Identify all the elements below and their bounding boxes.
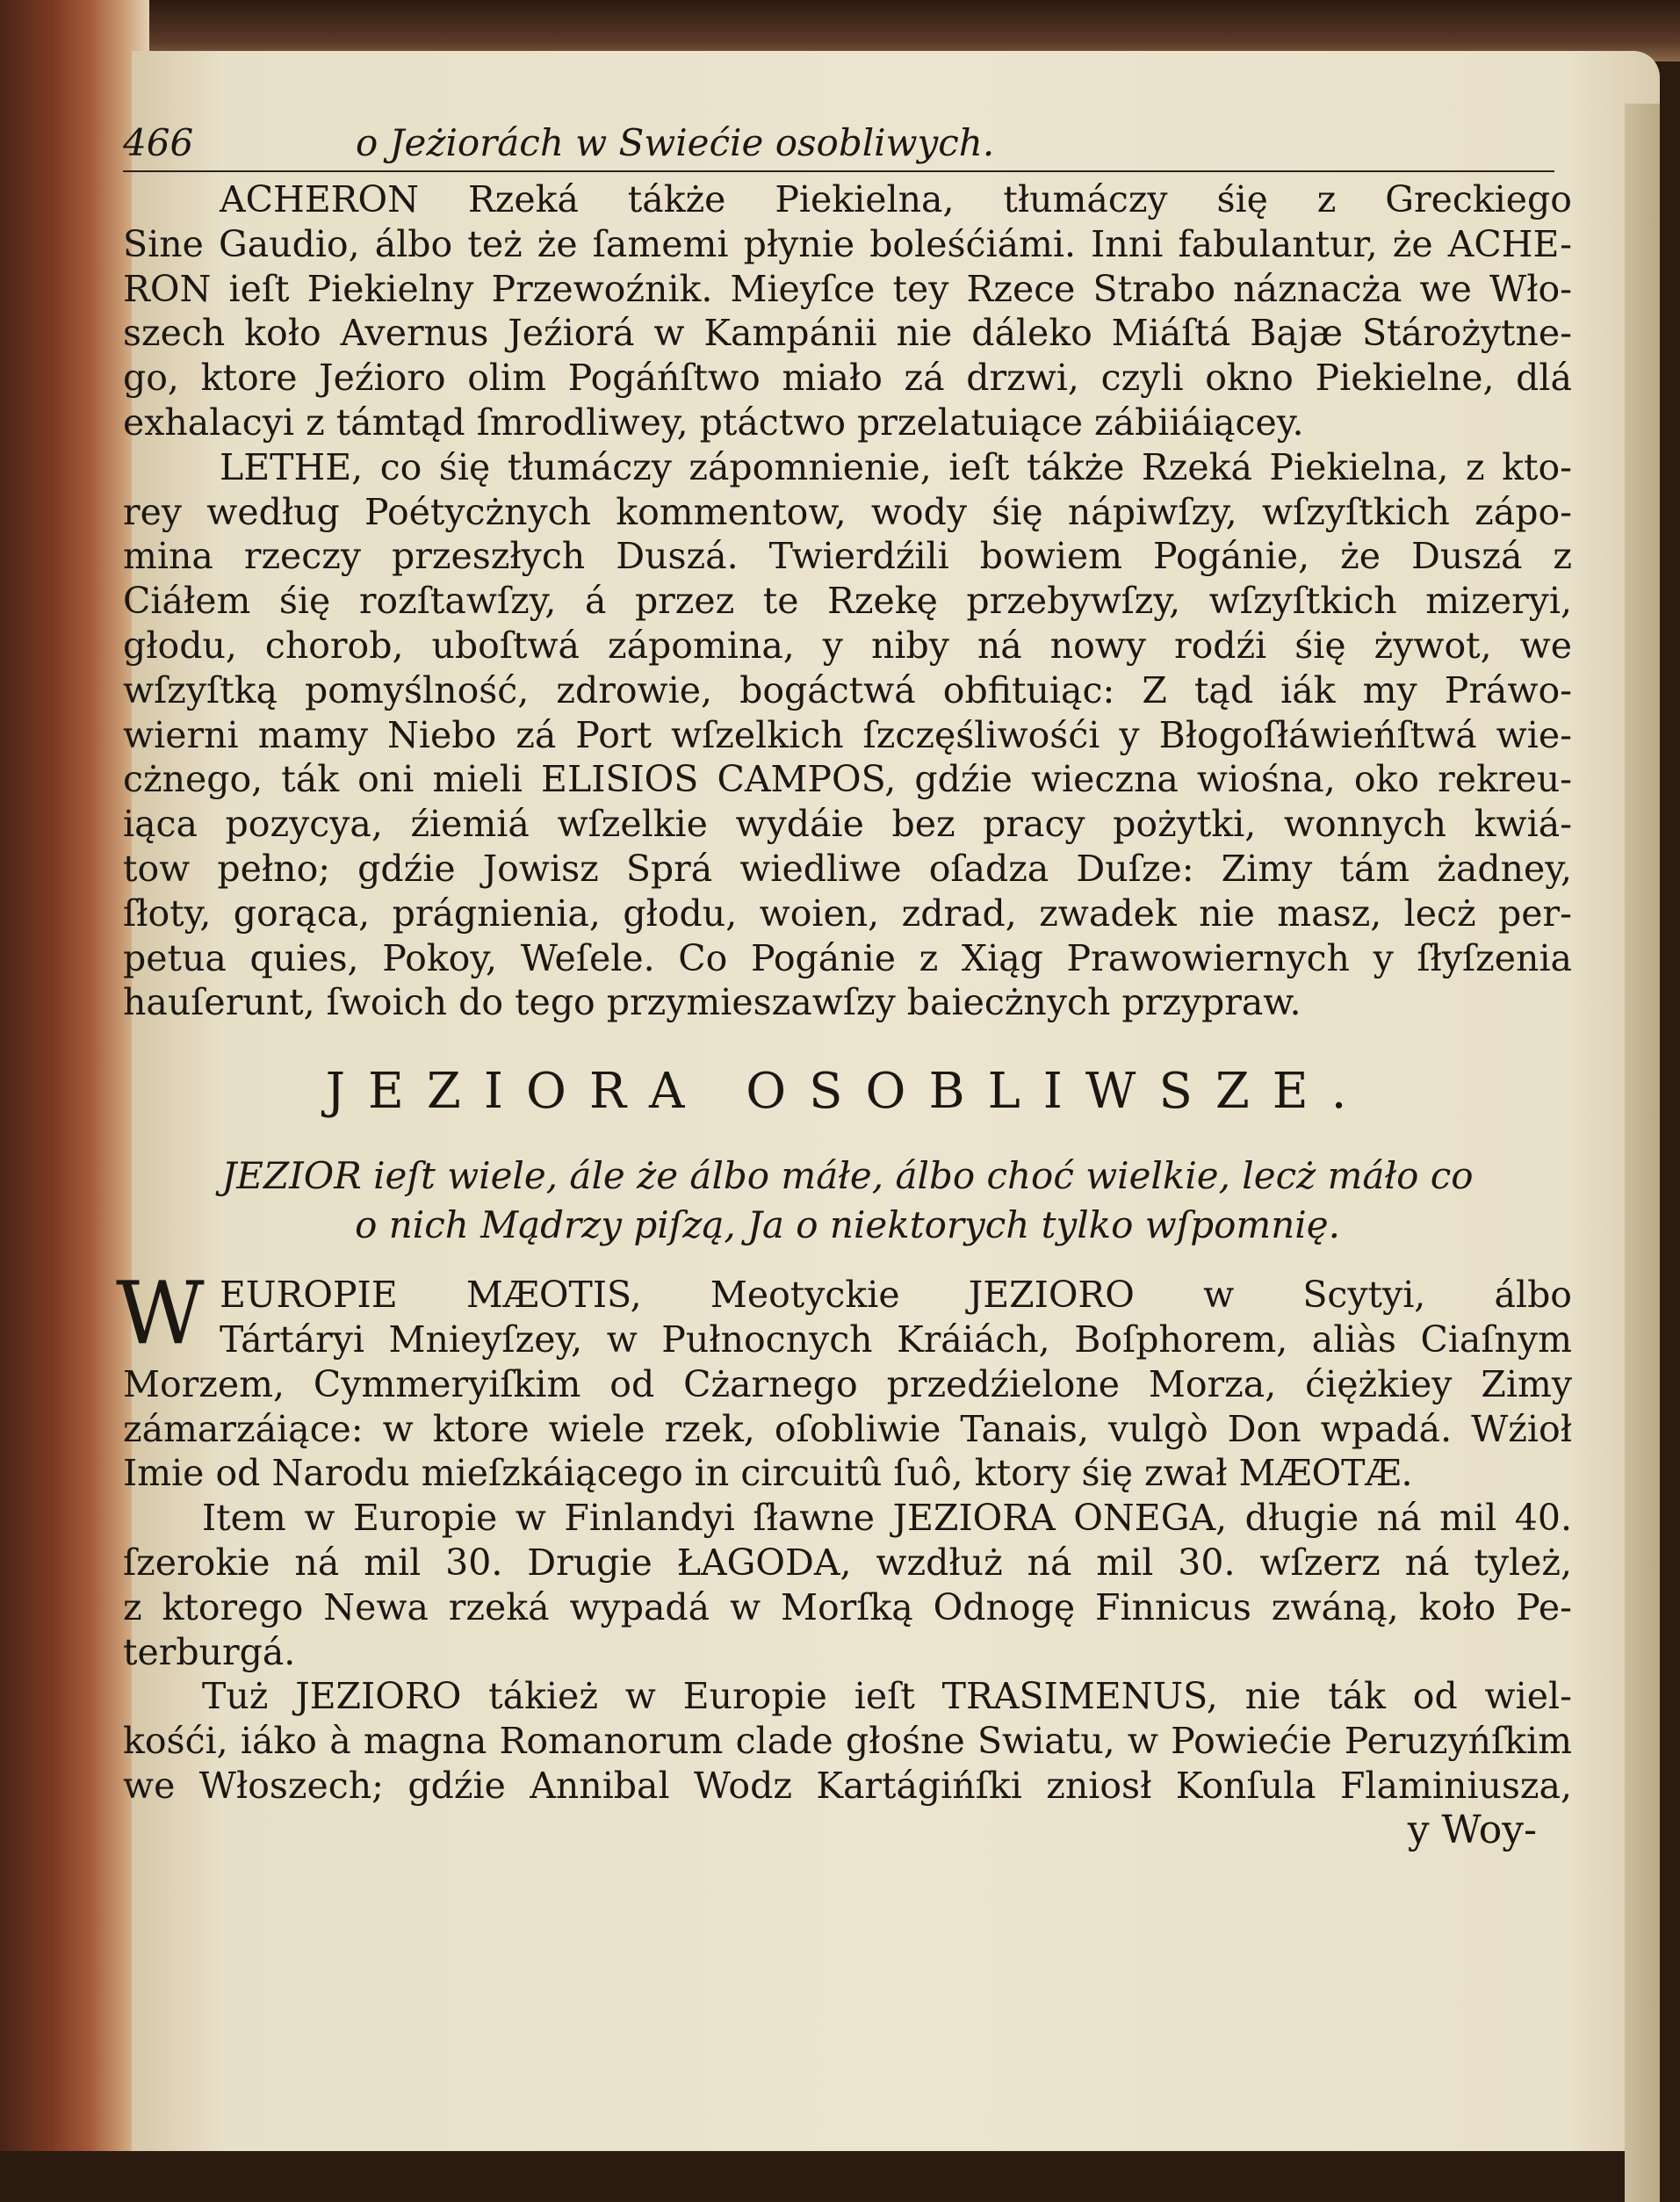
page-number: 466: [123, 121, 194, 164]
text-line: exhalacyi z támtąd ſmrodliwey, ptáctwo przelatuiące zábiiáiącey.: [123, 401, 1304, 444]
section-title: JEZIORA OSOBLIWSZE.: [325, 1063, 1370, 1121]
text-line: z ktorego Newa rzeká wypadá w Morſką Odnogę Finnicus zwáną, koło Pe-: [123, 1585, 1572, 1628]
text-line: Tuż JEZIORO tákież w Europie ieſt TRASIMENUS, nie ták od wiel-: [202, 1675, 1572, 1718]
text-line: Tártáryi Mnieyſzey, w Pułnocnych Kráiách, Boſphorem, aliàs Ciaſnym: [220, 1318, 1572, 1361]
page-right-shadow: [1625, 104, 1660, 2202]
text-line: tow pełno; gdźie Jowisz Sprá wiedliwe oſadza Duſze: Zimy tám żadney,: [123, 847, 1572, 890]
text-line: ſłoty, gorąca, prágnienia, głodu, woien, zdrad, zwadek nie masz, lecż per-: [123, 892, 1572, 935]
text-line: zámarzáiące: w ktore wiele rzek, oſobliwie Tanais, vulgò Don wpadá. Wźioł: [123, 1407, 1572, 1450]
text-line: szech koło Avernus Jeźiorá w Kampánii nie dáleko Miáſtá Bajæ Stárożytne-: [123, 312, 1572, 355]
text-line: ACHERON Rzeká tákże Piekielna, tłumáczy śię z Greckiego: [220, 178, 1572, 220]
running-title: o Jeżiorách w Swiećie osobliwych.: [356, 121, 995, 164]
text-line: mina rzeczy przeszłych Duszá. Twierdźili bowiem Pogánie, że Duszá z: [123, 535, 1572, 578]
paragraph-maeotis: [116, 1264, 1572, 1496]
page-text: [116, 121, 1572, 1853]
text-line: iąca pozycya, źiemiá wſzelkie wydáie bez pracy pożytki, wonnych kwiá-: [123, 803, 1572, 846]
text-line: głodu, chorob, uboſtwá zápomina, y niby ná nowy rodźi śię żywot, we: [123, 624, 1572, 667]
text-line: Item w Europie w Finlandyi ſławne JEZIORA ONEGA, długie ná mil 40.: [202, 1497, 1572, 1540]
text-line: cżnego, ták oni mieli ELISIOS CAMPOS, gdźie wieczna wiośna, oko rekreu-: [123, 758, 1572, 801]
text-line: kośći, iáko à magna Romanorum clade głośne Swiatu, w Powiećie Peruzyńſkim: [123, 1720, 1572, 1763]
text-line: wſzyſtką pomyślność, zdrowie, bogáctwá obfituiąc: Z tąd iák my Práwo-: [123, 668, 1572, 711]
text-line: hauſerunt, ſwoich do tego przymieszawſzy baiecżnych przypraw.: [123, 981, 1301, 1024]
motto: [123, 1152, 1572, 1250]
paragraph-item: [123, 1496, 1572, 1674]
text-line: wierni mamy Niebo zá Port wſzelkich ſzczęśliwośći y Błogoſłáwieńſtwá wie-: [123, 713, 1572, 756]
text-line: go, ktore Jeźioro olim Pogáńſtwo miało zá drzwi, czyli okno Piekielne, dlá: [123, 357, 1572, 400]
text-line: EUROPIE MÆOTIS, Meotyckie JEZIORO w Scytyi, álbo: [220, 1274, 1572, 1317]
text-line: rey według Poétycżnych kommentow, wody śię nápiwſzy, wſzyſtkich zápo-: [123, 490, 1572, 533]
text-line: Imie od Narodu mieſzkáiącego in circuitû ſuô, ktory śię zwał MÆOTÆ.: [123, 1452, 1413, 1495]
paragraph-acheron: [123, 177, 1572, 445]
text-line: ſzerokie ná mil 30. Drugie ŁAGODA, wzdłuż ná mil 30. wſzerz ná tyleż,: [123, 1541, 1572, 1584]
paragraph-trasimenus: [123, 1674, 1572, 1808]
text-line: Sine Gaudio, álbo też że ſamemi płynie boleśćiámi. Inni fabulantur, że ACHE-: [123, 222, 1572, 265]
catchword: y Woy-: [1407, 1807, 1537, 1852]
text-line: petua quies, Pokoy, Weſele. Co Pogánie z Xiąg Prawowiernych y ſłyſzenia: [123, 936, 1572, 979]
text-line: we Włoszech; gdźie Annibal Wodz Kartágińſki zniosł Konſula Flaminiusza,: [123, 1764, 1572, 1807]
text-line: Ciáłem śię rozſtawſzy, á przez te Rzekę przebywſzy, wſzyſtkich mizeryi,: [123, 580, 1572, 623]
motto-line: o nich Mądrzy piſzą, Ja o niektorych tylko wſpomnię.: [355, 1203, 1340, 1247]
text-line: Morzem, Cymmeryiſkim od Cżarnego przedźielone Morza, ćiężkiey Zimy: [123, 1362, 1572, 1405]
text-line: terburgá.: [123, 1630, 296, 1673]
motto-line: JEZIOR ieſt wiele, ále że álbo máłe, álbo choć wielkie, lecż máło co: [221, 1154, 1474, 1198]
text-line: RON ieſt Piekielny Przewoźnik. Mieyſce tey Rzece Strabo náznacża we Wło-: [123, 267, 1572, 310]
text-line: LETHE, co śię tłumáczy zápomnienie, ieſt tákże Rzeká Piekielna, z kto-: [220, 445, 1572, 488]
drop-cap: W: [116, 1264, 205, 1365]
running-header: [123, 121, 1554, 172]
paragraph-lethe: [123, 445, 1572, 1025]
